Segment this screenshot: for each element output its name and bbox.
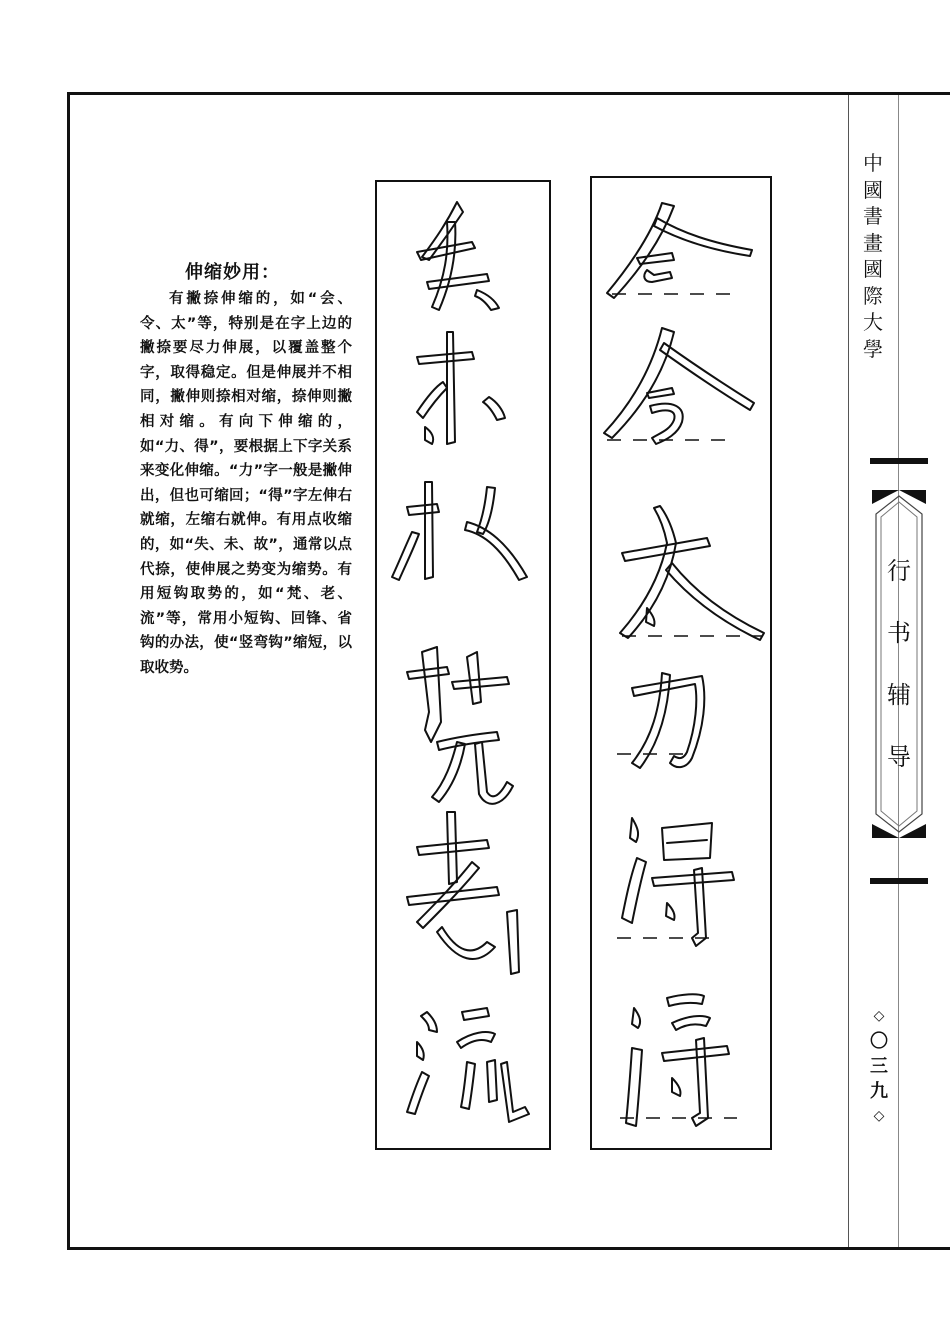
page-number [864,1004,894,1129]
series-title-char: 國 [863,177,883,202]
section-label-char: 书 [887,619,911,647]
calligraphy-glyphs-left [377,182,549,1148]
series-title-char: 際 [863,283,883,308]
glyph-shi [417,202,499,310]
glyph-fan [407,647,513,804]
series-title-char: 國 [863,257,883,281]
spine-divider [848,95,849,1247]
page-number-char: 〇 [870,1031,888,1052]
glyph-liu [407,1008,529,1122]
section-label-char: 辅 [887,681,911,709]
section-label [872,540,926,788]
article-body: 有撇捺伸缩的，如“会、令、太”等，特别是在字上边的撇捺要尽力伸展，以覆盖整个字，取得稳定。但是伸展并不相同，撇伸则捺相对缩，捺伸则撇相对缩。有向下伸缩的，如“力、得”，要根据上下字关系来变化伸缩。“力”字一般是撇伸出，但也可缩回；“得”字左伸右就缩，左缩右就伸。有用点收缩的，如“失、未、故”，通常以点代捺，使伸展之势变为缩势。有用短钩取势的，如“梵、老、流”等，常用小短钩、回锋、省钩的办法，使“竖弯钩”缩短，以取收势。 [140,291,352,676]
glyph-tai [620,506,764,640]
glyph-de-2 [626,994,729,1126]
glyph-lao [407,812,519,974]
label-top-bar [870,458,928,464]
series-title-char: 畫 [863,230,883,255]
series-title-char: 大 [863,310,883,334]
calligraphy-panel-right [590,176,772,1150]
section-label-char: 行 [887,557,911,585]
page-number-char: 九 [870,1081,888,1102]
page-number-char: 三 [870,1056,888,1077]
glyph-gu [392,482,527,580]
article-heading: 伸缩妙用： [185,262,280,283]
glyph-wei [417,332,505,444]
calligraphy-panel-left [375,180,551,1150]
page-number-char: ◇ [873,1008,885,1024]
label-bottom-bar [870,878,928,884]
glyph-ling [604,328,754,444]
glyph-hui [607,203,752,298]
page-number-char: ◇ [873,1108,885,1124]
calligraphy-glyphs-right [592,178,770,1148]
glyph-li [632,673,704,768]
glyph-de-1 [622,818,734,946]
series-title-char: 書 [863,204,883,228]
section-label-char: 导 [887,743,911,771]
series-title-char: 學 [863,336,883,361]
series-title-char: 中 [863,151,883,175]
series-title [858,150,888,362]
